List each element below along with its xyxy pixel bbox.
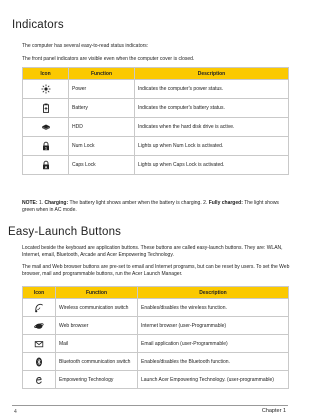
- power-icon: [41, 84, 51, 94]
- caps-lock-icon: [41, 160, 51, 170]
- function-cell: Mail: [56, 335, 138, 353]
- indicators-heading: Indicators: [12, 19, 64, 31]
- description-cell: Lights up when Num Lock is activated.: [135, 137, 289, 156]
- function-cell: Bluetooth communication switch: [56, 353, 138, 371]
- table-row: [23, 371, 289, 389]
- table-row: [23, 156, 289, 175]
- description-cell: Enables/disables the wireless function.: [138, 299, 289, 317]
- table-row: [23, 137, 289, 156]
- note-fully-charged-text: The light shows green when in AC mode.: [22, 200, 279, 213]
- svg-text:1: 1: [44, 146, 47, 151]
- easy-launch-table: [22, 286, 289, 389]
- table-row: [23, 118, 289, 137]
- indicators-subintro: The front panel indicators are visible even when the computer cover is closed.: [22, 56, 195, 62]
- column-header-icon: Icon: [23, 287, 56, 299]
- empowering-icon: [34, 375, 44, 385]
- easy-launch-heading: Easy-Launch Buttons: [8, 226, 122, 238]
- note-label: NOTE:: [22, 200, 38, 206]
- function-cell: Num Lock: [69, 137, 135, 156]
- function-cell: Caps Lock: [69, 156, 135, 175]
- table-row: [23, 317, 289, 335]
- note-number-1: 1.: [38, 200, 44, 206]
- description-cell: Indicates the computer's battery status.: [135, 99, 289, 118]
- column-header-function: Function: [69, 68, 135, 80]
- note-charging-text: The battery light shows amber when the battery is charging.: [69, 200, 202, 206]
- footer-divider: [12, 405, 288, 406]
- bluetooth-icon: [34, 357, 44, 367]
- table-row: [23, 335, 289, 353]
- svg-text:A: A: [44, 165, 47, 170]
- note-fully-charged-label: Fully charged:: [208, 200, 243, 206]
- column-header-function: Function: [56, 287, 138, 299]
- table-row: [23, 80, 289, 99]
- function-cell: Empowering Technology: [56, 371, 138, 389]
- column-header-description: Description: [135, 68, 289, 80]
- wireless-icon: [34, 303, 44, 313]
- hdd-icon: [41, 122, 51, 132]
- note-number-2: 2.: [203, 200, 208, 206]
- mail-icon: [34, 339, 44, 349]
- description-cell: Indicates the computer's power status.: [135, 80, 289, 99]
- function-cell: HDD: [69, 118, 135, 137]
- function-cell: Battery: [69, 99, 135, 118]
- description-cell: Enables/disables the Bluetooth function.: [138, 353, 289, 371]
- note-charging-label: Charging:: [44, 200, 69, 206]
- description-cell: Internet browser (user-Programmable): [138, 317, 289, 335]
- table-row: [23, 353, 289, 371]
- battery-icon: [41, 103, 51, 113]
- easy-launch-para-1: Located beside the keyboard are application buttons. These buttons are called easy-launch buttons. They are: WLAN, Internet, email, Bluetooth, Arcade and Acer Empowering Technology.: [22, 245, 283, 259]
- function-cell: Web browser: [56, 317, 138, 335]
- function-cell: Power: [69, 80, 135, 99]
- table-row: [23, 99, 289, 118]
- table-row: [23, 299, 289, 317]
- description-cell: Lights up when Caps Lock is activated.: [135, 156, 289, 175]
- column-header-icon: Icon: [23, 68, 69, 80]
- indicators-note: [22, 200, 290, 213]
- description-cell: Email application (user-Programmable): [138, 335, 289, 353]
- easy-launch-para-2: The mail and Web browser buttons are pre-set to email and Internet programs, but can be reset by users. To set the Web browser, mail and programmable buttons, run the Acer Launch Manager.: [22, 264, 290, 278]
- chapter-label: Chapter 1: [261, 408, 286, 414]
- num-lock-icon: [41, 141, 51, 151]
- page-number: 4: [14, 409, 17, 415]
- description-cell: Launch Acer Empowering Technology. (user-programmable): [138, 371, 289, 389]
- description-cell: Indicates when the hard disk drive is active.: [135, 118, 289, 137]
- web-browser-icon: [34, 321, 44, 331]
- indicators-table: [22, 67, 289, 175]
- function-cell: Wireless communication switch: [56, 299, 138, 317]
- indicators-intro: The computer has several easy-to-read status indicators:: [22, 43, 149, 49]
- column-header-description: Description: [138, 287, 289, 299]
